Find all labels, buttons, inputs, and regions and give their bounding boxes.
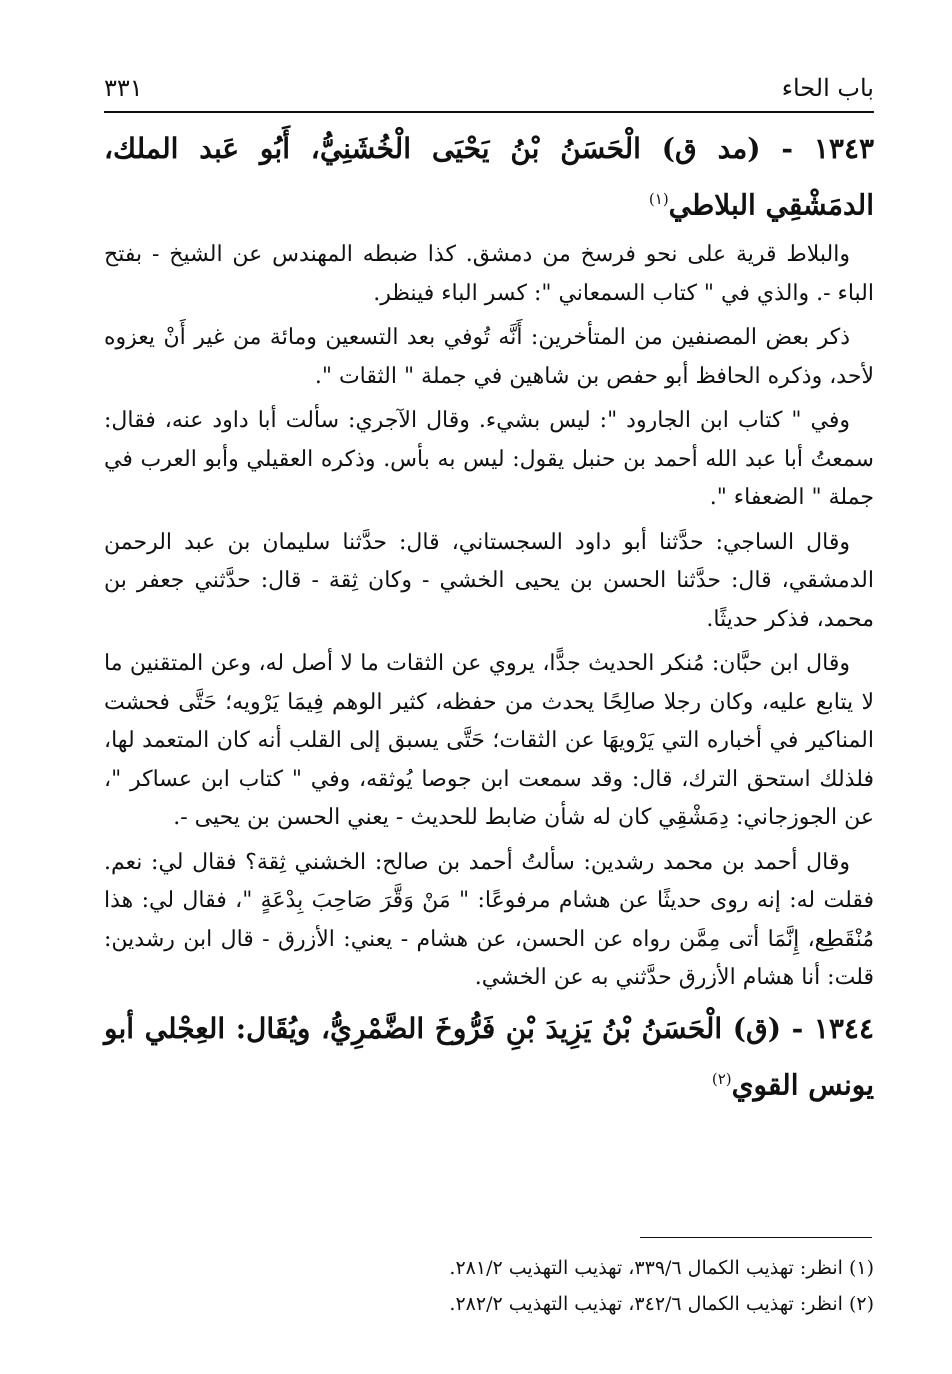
footnote-2: (٢) انظر: تهذيب الكمال ٣٤٢/٦، تهذيب التهذيب ٢٨٢/٢. [449, 1293, 874, 1315]
footnote-divider [640, 1237, 872, 1238]
footnotes [104, 1250, 874, 1322]
paragraph: وقال الساجي: حدَّثنا أبو داود السجستاني، قال: حدَّثنا سليمان بن عبد الرحمن الدمشقي، قال: حدَّثنا الحسن بن يحيى الخشي - وكان ثِقة - قال: حدَّثني جعفر بن محمد، فذكر حديثًا. [104, 529, 874, 632]
paragraph: ذكر بعض المصنفين من المتأخرين: أَنَّه تُوفي بعد التسعين ومائة من غير أَنْ يعزوه لأحد، وذكره الحافظ أبو حفص بن شاهين في جملة " الثقات ". [104, 325, 874, 389]
running-header [104, 70, 874, 106]
header-divider [104, 111, 874, 113]
footnote-1: (١) انظر: تهذيب الكمال ٣٣٩/٦، تهذيب التهذيب ٢٨١/٢. [449, 1257, 874, 1279]
paragraph: وفي " كتاب ابن الجارود ": ليس بشيء. وقال الآجري: سألت أبا داود عنه، فقال: سمعتُ أبا عبد الله أحمد بن حنبل يقول: ليس به بأس. وذكره العقيلي وأبو العرب في جملة " الضعفاء ". [104, 408, 874, 511]
main-text [104, 124, 874, 1116]
entry-heading-1344: ١٣٤٤ - (ق) الْحَسَنُ بْنُ يَزِيدَ بْنِ فَرُّوخَ الضَّمْرِيُّ، ويُقَال: العِجْلي أبو يونس القوي$^{(٢)}$ [104, 1011, 874, 1102]
entry-heading-1343: ١٣٤٣ - (مد ق) الْحَسَنُ بْنُ يَحْيَى الْخُشَنِيُّ، أَبُو عَبد الملك، الدمَشْقِي البلاطي$^{(١)}$ [104, 132, 875, 222]
paragraph: وقال ابن حبَّان: مُنكر الحديث جدًّا، يروي عن الثقات ما لا أصل له، وعن المتقنين ما لا يتابع عليه، وكان رجلا صالِحًا يحدث من حفظه، كثير الوهم فِيمَا يَرْويه؛ حَتَّى فحشت المناكير في أخباره التي يَرْويهَا عن الثقات؛ حَتَّى يسبق إلى القلب أنه كان المتعمد لها، فلذلك استحق الترك، قال: وقد سمعت ابن جوصا يُوثقه، وفي " كتاب ابن عساكر "، عن الجوزجاني: دِمَشْقِي كان له شأن ضابط للحديث - يعني الحسن بن يحيى -. [104, 651, 875, 831]
page-number: ٣٣١ [104, 74, 143, 102]
footnote-ref-1: (١) [648, 190, 669, 208]
paragraph: والبلاط قرية على نحو فرسخ من دمشق. كذا ضبطه المهندس عن الشيخ - بفتح الباء -. والذي في " كتاب السمعاني ": كسر الباء فينظر. [104, 242, 874, 306]
paragraph: وقال أحمد بن محمد رشدين: سألتُ أحمد بن صالح: الخشني ثِقة؟ فقال لي: نعم. فقلت له: إنه روى حديثًا عن هشام مرفوعًا: " مَنْ وَقَّرَ صَاحِبَ بِدْعَةٍ "، فقال لي: هذا مُنْقَطِع، إِنَّمَا أتى مِمَّن رواه عن الحسن، عن هشام - يعني: الأزرق - قال ابن رشدين: قلت: أنا هشام الأزرق حدَّثني به عن الخشي. [104, 849, 874, 991]
chapter-title: باب الحاء [781, 74, 874, 102]
footnote-ref-2: (٢) [711, 1069, 732, 1088]
